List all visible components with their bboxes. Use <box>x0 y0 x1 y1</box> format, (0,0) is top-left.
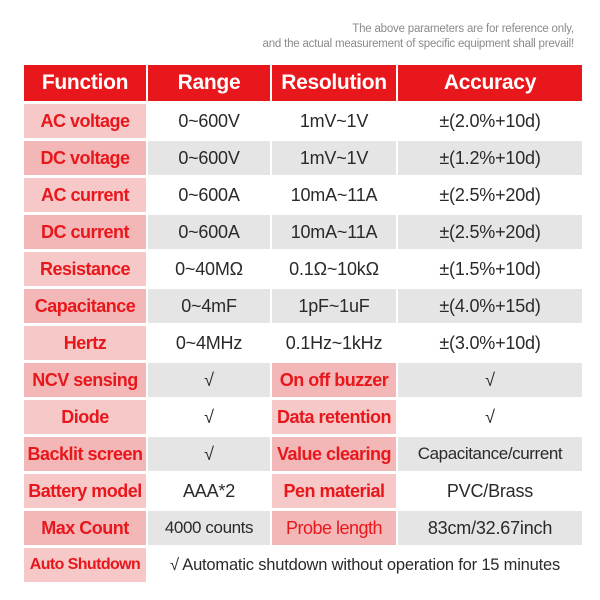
feature-row <box>24 511 582 545</box>
range-cell: 0~600A <box>148 215 270 249</box>
header-row <box>24 65 582 101</box>
disclaimer-line-2: and the actual measurement of specific equipment shall prevail! <box>262 38 574 50</box>
resolution-cell: 1mV~1V <box>272 141 396 175</box>
feature-value: PVC/Brass <box>398 474 582 508</box>
header-function: Function <box>24 65 146 101</box>
feature-label: Battery model <box>24 474 146 508</box>
function-cell: Capacitance <box>24 289 146 323</box>
range-cell: 0~4mF <box>148 289 270 323</box>
feature-label: Data retention <box>272 400 396 434</box>
auto-shutdown-row <box>24 548 582 582</box>
accuracy-cell: ±(4.0%+15d) <box>398 289 582 323</box>
disclaimer-line-1: The above parameters are for reference only, <box>352 23 574 35</box>
resolution-cell: 10mA~11A <box>272 178 396 212</box>
range-cell: 0~600A <box>148 178 270 212</box>
feature-value: 83cm/32.67inch <box>398 511 582 545</box>
feature-label: Max Count <box>24 511 146 545</box>
feature-value: 4000 counts <box>148 511 270 545</box>
function-cell: DC voltage <box>24 141 146 175</box>
table-row <box>24 178 582 212</box>
feature-label: Pen material <box>272 474 396 508</box>
accuracy-cell: ±(1.2%+10d) <box>398 141 582 175</box>
range-cell: 0~40MΩ <box>148 252 270 286</box>
auto-shutdown-label: Auto Shutdown <box>24 548 146 582</box>
accuracy-cell: ±(2.5%+20d) <box>398 178 582 212</box>
table-row <box>24 326 582 360</box>
auto-shutdown-value: √ Automatic shutdown without operation for 15 minutes <box>148 548 582 582</box>
table-row <box>24 215 582 249</box>
feature-value: √ <box>148 437 270 471</box>
table-row <box>24 252 582 286</box>
table-row <box>24 141 582 175</box>
header-accuracy: Accuracy <box>398 65 582 101</box>
table-row <box>24 289 582 323</box>
resolution-cell: 1pF~1uF <box>272 289 396 323</box>
feature-row <box>24 363 582 397</box>
feature-label: Diode <box>24 400 146 434</box>
function-cell: Hertz <box>24 326 146 360</box>
feature-label: Probe length <box>272 511 396 545</box>
feature-value: √ <box>398 363 582 397</box>
feature-value: √ <box>148 363 270 397</box>
range-cell: 0~600V <box>148 104 270 138</box>
feature-row <box>24 437 582 471</box>
feature-label: NCV sensing <box>24 363 146 397</box>
function-cell: AC current <box>24 178 146 212</box>
feature-row <box>24 474 582 508</box>
function-cell: Resistance <box>24 252 146 286</box>
resolution-cell: 1mV~1V <box>272 104 396 138</box>
spec-table <box>22 62 584 585</box>
accuracy-cell: ±(2.0%+10d) <box>398 104 582 138</box>
resolution-cell: 0.1Ω~10kΩ <box>272 252 396 286</box>
accuracy-cell: ±(2.5%+20d) <box>398 215 582 249</box>
feature-row <box>24 400 582 434</box>
accuracy-cell: ±(3.0%+10d) <box>398 326 582 360</box>
function-cell: AC voltage <box>24 104 146 138</box>
feature-value: √ <box>398 400 582 434</box>
feature-label: On off buzzer <box>272 363 396 397</box>
resolution-cell: 10mA~11A <box>272 215 396 249</box>
range-cell: 0~4MHz <box>148 326 270 360</box>
header-range: Range <box>148 65 270 101</box>
feature-value: √ <box>148 400 270 434</box>
feature-value: Capacitance/current <box>398 437 582 471</box>
feature-value: AAA*2 <box>148 474 270 508</box>
feature-label: Value clearing <box>272 437 396 471</box>
disclaimer-note <box>263 22 575 52</box>
header-resolution: Resolution <box>272 65 396 101</box>
resolution-cell: 0.1Hz~1kHz <box>272 326 396 360</box>
range-cell: 0~600V <box>148 141 270 175</box>
function-cell: DC current <box>24 215 146 249</box>
feature-label: Backlit screen <box>24 437 146 471</box>
table-row <box>24 104 582 138</box>
accuracy-cell: ±(1.5%+10d) <box>398 252 582 286</box>
